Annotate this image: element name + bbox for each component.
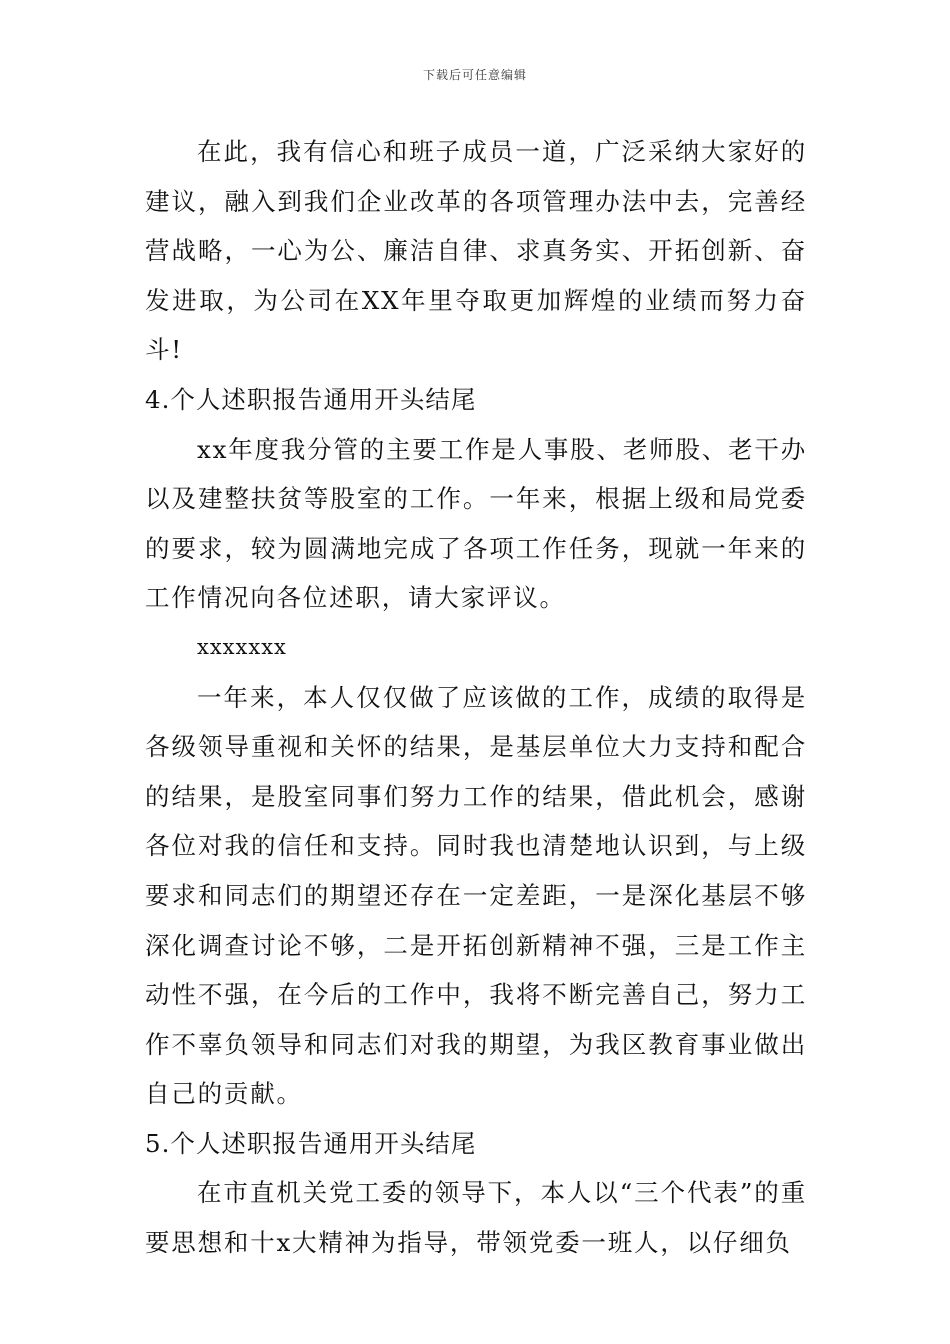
section-heading-4: 4.个人述职报告通用开头结尾	[145, 384, 477, 414]
paragraph-party-leadership: 在市直机关党工委的领导下，本人以“三个代表”的重要思想和十x大精神为指导，带领党委一班人，以仔细负	[145, 1178, 807, 1258]
paragraph-acknowledgement: 一年来，本人仅仅做了应该做的工作，成绩的取得是各级领导重视和关怀的结果，是基层单位大力支持和配合的结果，是股室同事们努力工作的结果，借此机会，感谢各位对我的信任和支持。同时我也清楚地认识到，与上级要求和同志们的期望还存在一定差距，一是深化基层不够深化调查讨论不够，二是开拓创新精神不强，三是工作主动性不强，在今后的工作中，我将不断完善自己，努力工作不辜负领导和同志们对我的期望，为我区教育事业做出自己的贡献。	[145, 682, 807, 1109]
section-heading-5: 5.个人述职报告通用开头结尾	[145, 1128, 477, 1158]
header-note: 下载后可任意编辑	[422, 68, 527, 82]
placeholder-line: xxxxxxx	[197, 634, 287, 659]
paragraph-closing-commitment: 在此，我有信心和班子成员一道，广泛采纳大家好的建议，融入到我们企业改革的各项管理办法中去，完善经营战略，一心为公、廉洁自律、求真务实、开拓创新、奋发进取，为公司在XX年里夺取更加辉煌的业绩而努力奋斗!	[145, 137, 807, 365]
document-body	[145, 127, 807, 1268]
paragraph-work-summary: xx年度我分管的主要工作是人事股、老师股、老干办以及建整扶贫等股室的工作。一年来，根据上级和局党委的要求，较为圆满地完成了各项工作任务，现就一年来的工作情况向各位述职，请大家评议。	[145, 434, 807, 613]
